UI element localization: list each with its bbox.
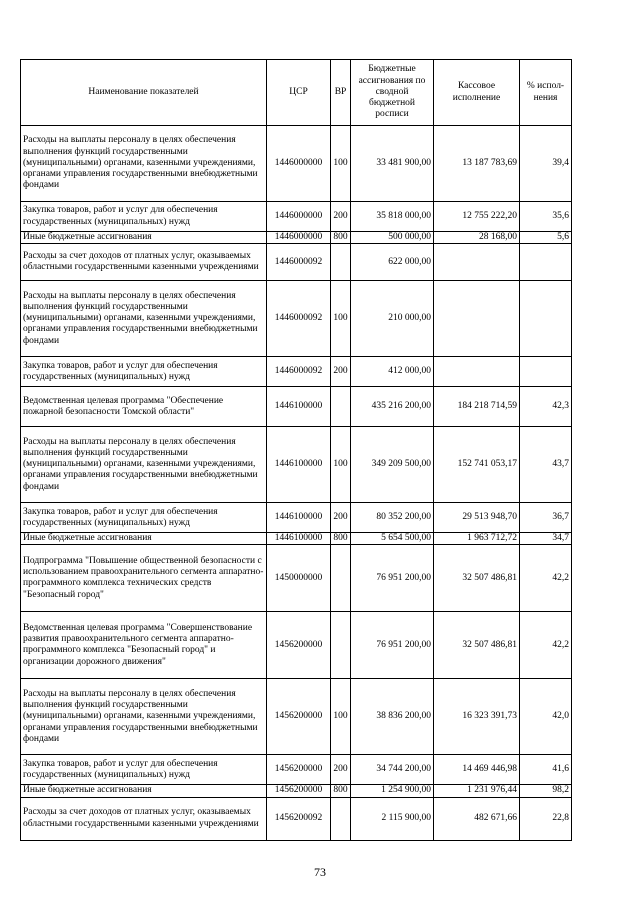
table-row — [21, 387, 572, 427]
cell-pct: 34,7 — [520, 533, 572, 545]
header-name: Наименование показателей — [21, 60, 267, 126]
table-header-row — [21, 60, 572, 126]
cell-csr: 1456200000 — [267, 679, 331, 755]
cell-name: Иные бюджетные ассигнования — [21, 232, 267, 244]
cell-vr: 100 — [331, 427, 351, 503]
cell-pct: 43,7 — [520, 427, 572, 503]
table-row — [21, 533, 572, 545]
cell-vr — [331, 612, 351, 679]
cell-pct: 98,2 — [520, 785, 572, 797]
page-number: 73 — [314, 865, 326, 879]
cell-cash — [434, 281, 520, 357]
table-row — [21, 612, 572, 679]
cell-csr: 1446000092 — [267, 244, 331, 281]
table-row — [21, 202, 572, 232]
table-row — [21, 545, 572, 612]
cell-name: Расходы за счет доходов от платных услуг, оказываемых областными государственными казенными учреждениями — [21, 797, 267, 840]
cell-budget: 33 481 900,00 — [351, 126, 434, 202]
cell-csr: 1446100000 — [267, 387, 331, 427]
cell-budget: 76 951 200,00 — [351, 612, 434, 679]
table-row — [21, 427, 572, 503]
cell-csr: 1456200000 — [267, 612, 331, 679]
header-budget: Бюджетные ассигнования по сводной бюджетной росписи — [351, 60, 434, 126]
cell-cash: 482 671,66 — [434, 797, 520, 840]
cell-csr: 1446000000 — [267, 232, 331, 244]
cell-vr: 100 — [331, 281, 351, 357]
cell-cash — [434, 357, 520, 387]
cell-csr: 1446100000 — [267, 427, 331, 503]
table-row — [21, 679, 572, 755]
cell-vr — [331, 244, 351, 281]
cell-name: Расходы на выплаты персоналу в целях обеспечения выполнения функций государственными (муниципальными) органами, казенными учреждениями, органами управления государственными внебюджетными фондами — [21, 427, 267, 503]
header-pct: % испол-нения — [520, 60, 572, 126]
cell-name: Иные бюджетные ассигнования — [21, 533, 267, 545]
cell-budget: 76 951 200,00 — [351, 545, 434, 612]
cell-csr: 1446000000 — [267, 126, 331, 202]
cell-pct: 41,6 — [520, 755, 572, 785]
cell-budget: 412 000,00 — [351, 357, 434, 387]
cell-pct: 42,2 — [520, 545, 572, 612]
cell-vr: 100 — [331, 679, 351, 755]
cell-name: Закупка товаров, работ и услуг для обеспечения государственных (муниципальных) нужд — [21, 503, 267, 533]
header-vr: ВР — [331, 60, 351, 126]
cell-pct: 35,6 — [520, 202, 572, 232]
cell-name: Расходы на выплаты персоналу в целях обеспечения выполнения функций государственными (муниципальными) органами, казенными учреждениями, органами управления государственными внебюджетными фондами — [21, 126, 267, 202]
table-row — [21, 126, 572, 202]
table-body — [21, 126, 572, 841]
cell-csr: 1456200092 — [267, 797, 331, 840]
table-row — [21, 281, 572, 357]
cell-budget: 35 818 000,00 — [351, 202, 434, 232]
cell-csr: 1450000000 — [267, 545, 331, 612]
cell-name: Подпрограмма "Повышение общественной безопасности с использованием правоохранительного сегмента аппаратно-программного комплекса технических средств "Безопасный город" — [21, 545, 267, 612]
cell-budget: 435 216 200,00 — [351, 387, 434, 427]
table-row — [21, 797, 572, 840]
cell-budget: 622 000,00 — [351, 244, 434, 281]
cell-cash: 13 187 783,69 — [434, 126, 520, 202]
cell-vr: 200 — [331, 503, 351, 533]
cell-cash: 1 963 712,72 — [434, 533, 520, 545]
cell-cash: 29 513 948,70 — [434, 503, 520, 533]
cell-name: Закупка товаров, работ и услуг для обеспечения государственных (муниципальных) нужд — [21, 357, 267, 387]
cell-cash: 32 507 486,81 — [434, 545, 520, 612]
cell-cash: 184 218 714,59 — [434, 387, 520, 427]
cell-pct — [520, 281, 572, 357]
cell-budget: 38 836 200,00 — [351, 679, 434, 755]
cell-pct: 42,2 — [520, 612, 572, 679]
cell-pct: 36,7 — [520, 503, 572, 533]
cell-pct: 42,0 — [520, 679, 572, 755]
cell-vr: 200 — [331, 357, 351, 387]
cell-vr — [331, 387, 351, 427]
cell-cash: 32 507 486,81 — [434, 612, 520, 679]
cell-pct: 22,8 — [520, 797, 572, 840]
cell-vr: 800 — [331, 533, 351, 545]
cell-vr: 100 — [331, 126, 351, 202]
cell-vr — [331, 545, 351, 612]
cell-budget: 349 209 500,00 — [351, 427, 434, 503]
cell-vr — [331, 797, 351, 840]
table-row — [21, 357, 572, 387]
cell-budget: 1 254 900,00 — [351, 785, 434, 797]
cell-name: Расходы на выплаты персоналу в целях обеспечения выполнения функций государственными (муниципальными) органами, казенными учреждениями, органами управления государственными внебюджетными фондами — [21, 679, 267, 755]
table-row — [21, 244, 572, 281]
cell-name: Закупка товаров, работ и услуг для обеспечения государственных (муниципальных) нужд — [21, 202, 267, 232]
cell-pct: 42,3 — [520, 387, 572, 427]
cell-cash: 28 168,00 — [434, 232, 520, 244]
cell-pct — [520, 244, 572, 281]
cell-name: Расходы на выплаты персоналу в целях обеспечения выполнения функций государственными (муниципальными) органами, казенными учреждениями, органами управления государственными внебюджетными фондами — [21, 281, 267, 357]
cell-name: Закупка товаров, работ и услуг для обеспечения государственных (муниципальных) нужд — [21, 755, 267, 785]
cell-pct — [520, 357, 572, 387]
cell-cash: 152 741 053,17 — [434, 427, 520, 503]
cell-pct: 5,6 — [520, 232, 572, 244]
cell-vr: 200 — [331, 755, 351, 785]
cell-cash: 16 323 391,73 — [434, 679, 520, 755]
cell-vr: 800 — [331, 232, 351, 244]
table-row — [21, 785, 572, 797]
table-row — [21, 503, 572, 533]
cell-name: Ведомственная целевая программа "Обеспечение пожарной безопасности Томской области" — [21, 387, 267, 427]
cell-name: Расходы за счет доходов от платных услуг, оказываемых областными государственными казенными учреждениями — [21, 244, 267, 281]
cell-cash: 12 755 222,20 — [434, 202, 520, 232]
cell-csr: 1446000092 — [267, 357, 331, 387]
cell-csr: 1446000092 — [267, 281, 331, 357]
cell-budget: 2 115 900,00 — [351, 797, 434, 840]
cell-cash: 14 469 446,98 — [434, 755, 520, 785]
header-csr: ЦСР — [267, 60, 331, 126]
cell-csr: 1446100000 — [267, 533, 331, 545]
table-row — [21, 232, 572, 244]
cell-cash — [434, 244, 520, 281]
cell-name: Ведомственная целевая программа "Совершенствование развития правоохранительного сегмента аппаратно-программного комплекса "Безопасный город" и организации дорожного движения" — [21, 612, 267, 679]
cell-name: Иные бюджетные ассигнования — [21, 785, 267, 797]
budget-execution-table — [20, 59, 572, 841]
cell-budget: 500 000,00 — [351, 232, 434, 244]
cell-vr: 800 — [331, 785, 351, 797]
header-cash: Кассовое исполнение — [434, 60, 520, 126]
table-row — [21, 755, 572, 785]
cell-csr: 1446100000 — [267, 503, 331, 533]
cell-csr: 1456200000 — [267, 755, 331, 785]
cell-budget: 5 654 500,00 — [351, 533, 434, 545]
cell-pct: 39,4 — [520, 126, 572, 202]
cell-csr: 1446000000 — [267, 202, 331, 232]
cell-budget: 80 352 200,00 — [351, 503, 434, 533]
cell-vr: 200 — [331, 202, 351, 232]
cell-cash: 1 231 976,44 — [434, 785, 520, 797]
cell-budget: 34 744 200,00 — [351, 755, 434, 785]
cell-csr: 1456200000 — [267, 785, 331, 797]
cell-budget: 210 000,00 — [351, 281, 434, 357]
